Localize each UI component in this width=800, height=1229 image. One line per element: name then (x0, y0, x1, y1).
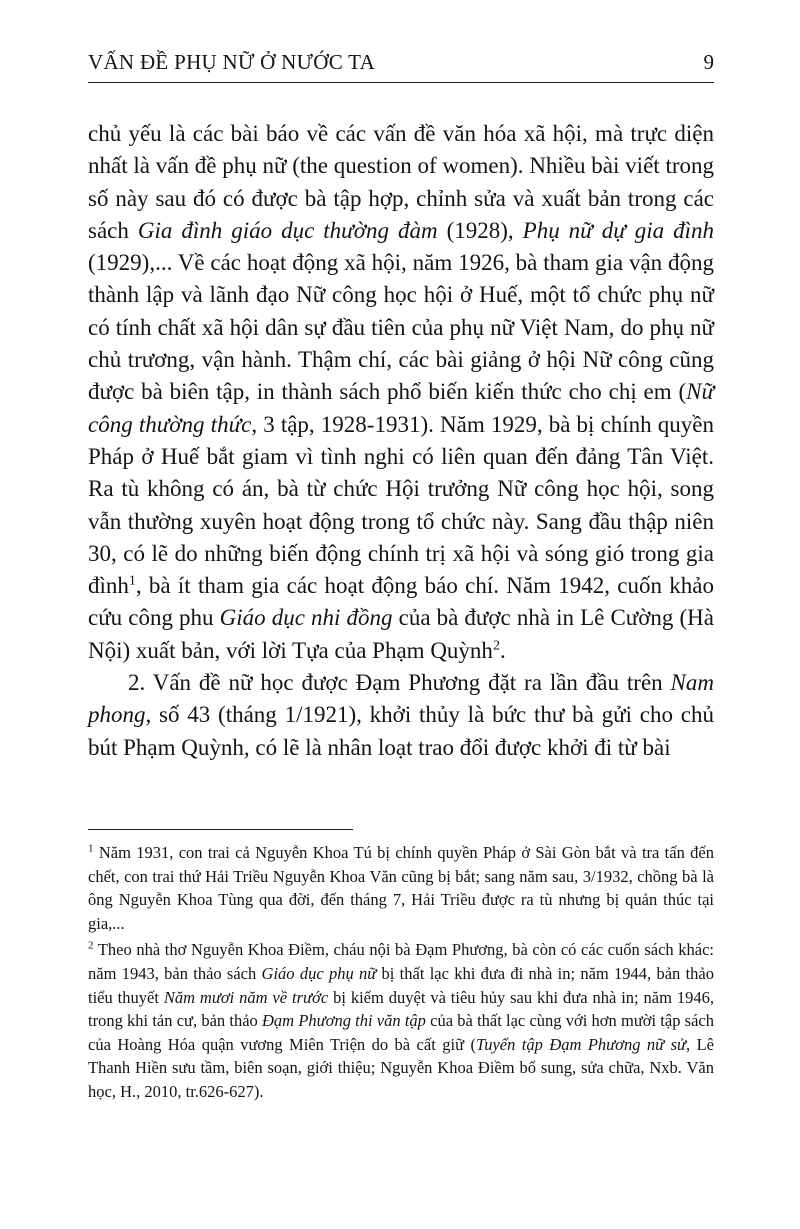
text-run: , 3 tập, 1928-1931). Năm 1929, bà bị chính quyền Pháp ở Huế bắt giam vì tình nghi có liên quan đến đảng Tân Việt. Ra tù không có án, bà từ chức Hội trưởng Nữ công học hội, song vẫn thường xuyên hoạt động trong tổ chức này. Sang đầu thập niên 30, có lẽ do những biến động chính trị xã hội và sóng gió trong gia đình (88, 411, 715, 599)
paragraph-2 (88, 667, 714, 764)
book-title: Gia đình giáo dục thường đàm (137, 217, 438, 243)
text-run: của bà thất lạc cùng với hơn mười tập sách của Hoàng Hóa quận vương Miên Triện do bà cất giữ ( (88, 1011, 714, 1054)
text-run: Theo nhà thơ Nguyễn Khoa Điềm, cháu nội bà Đạm Phương, bà còn có các cuốn sách khác: năm 1943, bản thảo sách (88, 940, 714, 983)
book-title: Tuyển tập Đạm Phương nữ sử (475, 1034, 687, 1054)
book-title: Nữ công thường thức (88, 379, 714, 437)
text-run: , số 43 (tháng 1/1921), khởi thủy là bức thư bà gửi cho chủ bút Phạm Quỳnh, có lẽ là nhân loạt trao đổi được khởi đi từ bài (88, 702, 714, 760)
paragraph-1 (88, 118, 714, 667)
text-run: bị thất lạc khi đưa đi nhà in; năm 1944, bản thảo tiểu thuyết (88, 963, 714, 1007)
footnote-number: 1 (88, 842, 94, 855)
footnote-2 (88, 938, 714, 1103)
page-number: 9 (703, 50, 714, 74)
footnote-1 (88, 841, 714, 935)
text-run: (1928), (437, 217, 523, 243)
body-text (88, 118, 714, 764)
running-title: VẤN ĐỀ PHỤ NỮ Ở NƯỚC TA (88, 50, 376, 74)
footnote-ref-2[interactable]: 2 (492, 638, 500, 654)
periodical-title: Nam phong (88, 670, 714, 728)
running-header (88, 42, 714, 83)
text-run: bị kiểm duyệt và tiêu hủy sau khi đưa nhà in; năm 1946, trong khi tản cư, bản thảo (88, 987, 715, 1031)
book-title: Giáo dục nhi đồng (219, 605, 393, 631)
footnote-ref-1[interactable]: 1 (128, 573, 136, 589)
footnote-text: Năm 1931, con trai cả Nguyễn Khoa Tú bị chính quyền Pháp ở Sài Gòn bắt và tra tấn đến chết, con trai thứ Hải Triều Nguyễn Khoa Văn cũng bị bắt; sang năm sau, 3/1932, chồng bà là ông Nguyễn Khoa Tùng qua đời, đến tháng 7, Hải Triều được ra tù nhưng bị quản thúc tại gia,... (88, 843, 714, 933)
text-run: . (499, 637, 506, 663)
footnotes (88, 841, 714, 1107)
text-run: 2. Vấn đề nữ học được Đạm Phương đặt ra lần đầu trên (128, 670, 671, 696)
text-run: , bà ít tham gia các hoạt động báo chí. Năm 1942, cuốn khảo cứu công phu (88, 573, 714, 631)
text-run: , Lê Thanh Hiền sưu tầm, biên soạn, giới thiệu; Nguyễn Khoa Điềm bổ sung, sửa chữa, Nxb. Văn học, H., 2010, tr.626-627). (88, 1034, 714, 1101)
book-title: Đạm Phương thi văn tập (262, 1011, 426, 1031)
book-title: Giáo dục phụ nữ (261, 963, 377, 983)
book-title: Năm mươi năm về trước (163, 987, 329, 1007)
text-run: chủ yếu là các bài báo về các vấn đề văn hóa xã hội, mà trực diện nhất là vấn đề phụ nữ (the question of women). Nhiều bài viết trong số này sau đó có được bà tập hợp, chỉnh sửa và xuất bản trong các sách (88, 121, 714, 243)
footnote-number: 2 (88, 939, 94, 952)
book-title: Phụ nữ dự gia đình (522, 217, 714, 243)
text-run: của bà được nhà in Lê Cường (Hà Nội) xuất bản, với lời Tựa của Phạm Quỳnh (88, 605, 715, 663)
text-run: (1929),... Về các hoạt động xã hội, năm 1926, bà tham gia vận động thành lập và lãnh đạo Nữ công học hội ở Huế, một tổ chức phụ nữ có tính chất xã hội dân sự đầu tiên của phụ nữ Việt Nam, do phụ nữ chủ trương, vận hành. Thậm chí, các bài giảng ở hội Nữ công cũng được bà biên tập, in thành sách phổ biến kiến thức cho chị em ( (88, 250, 714, 405)
footnote-divider (88, 829, 353, 830)
